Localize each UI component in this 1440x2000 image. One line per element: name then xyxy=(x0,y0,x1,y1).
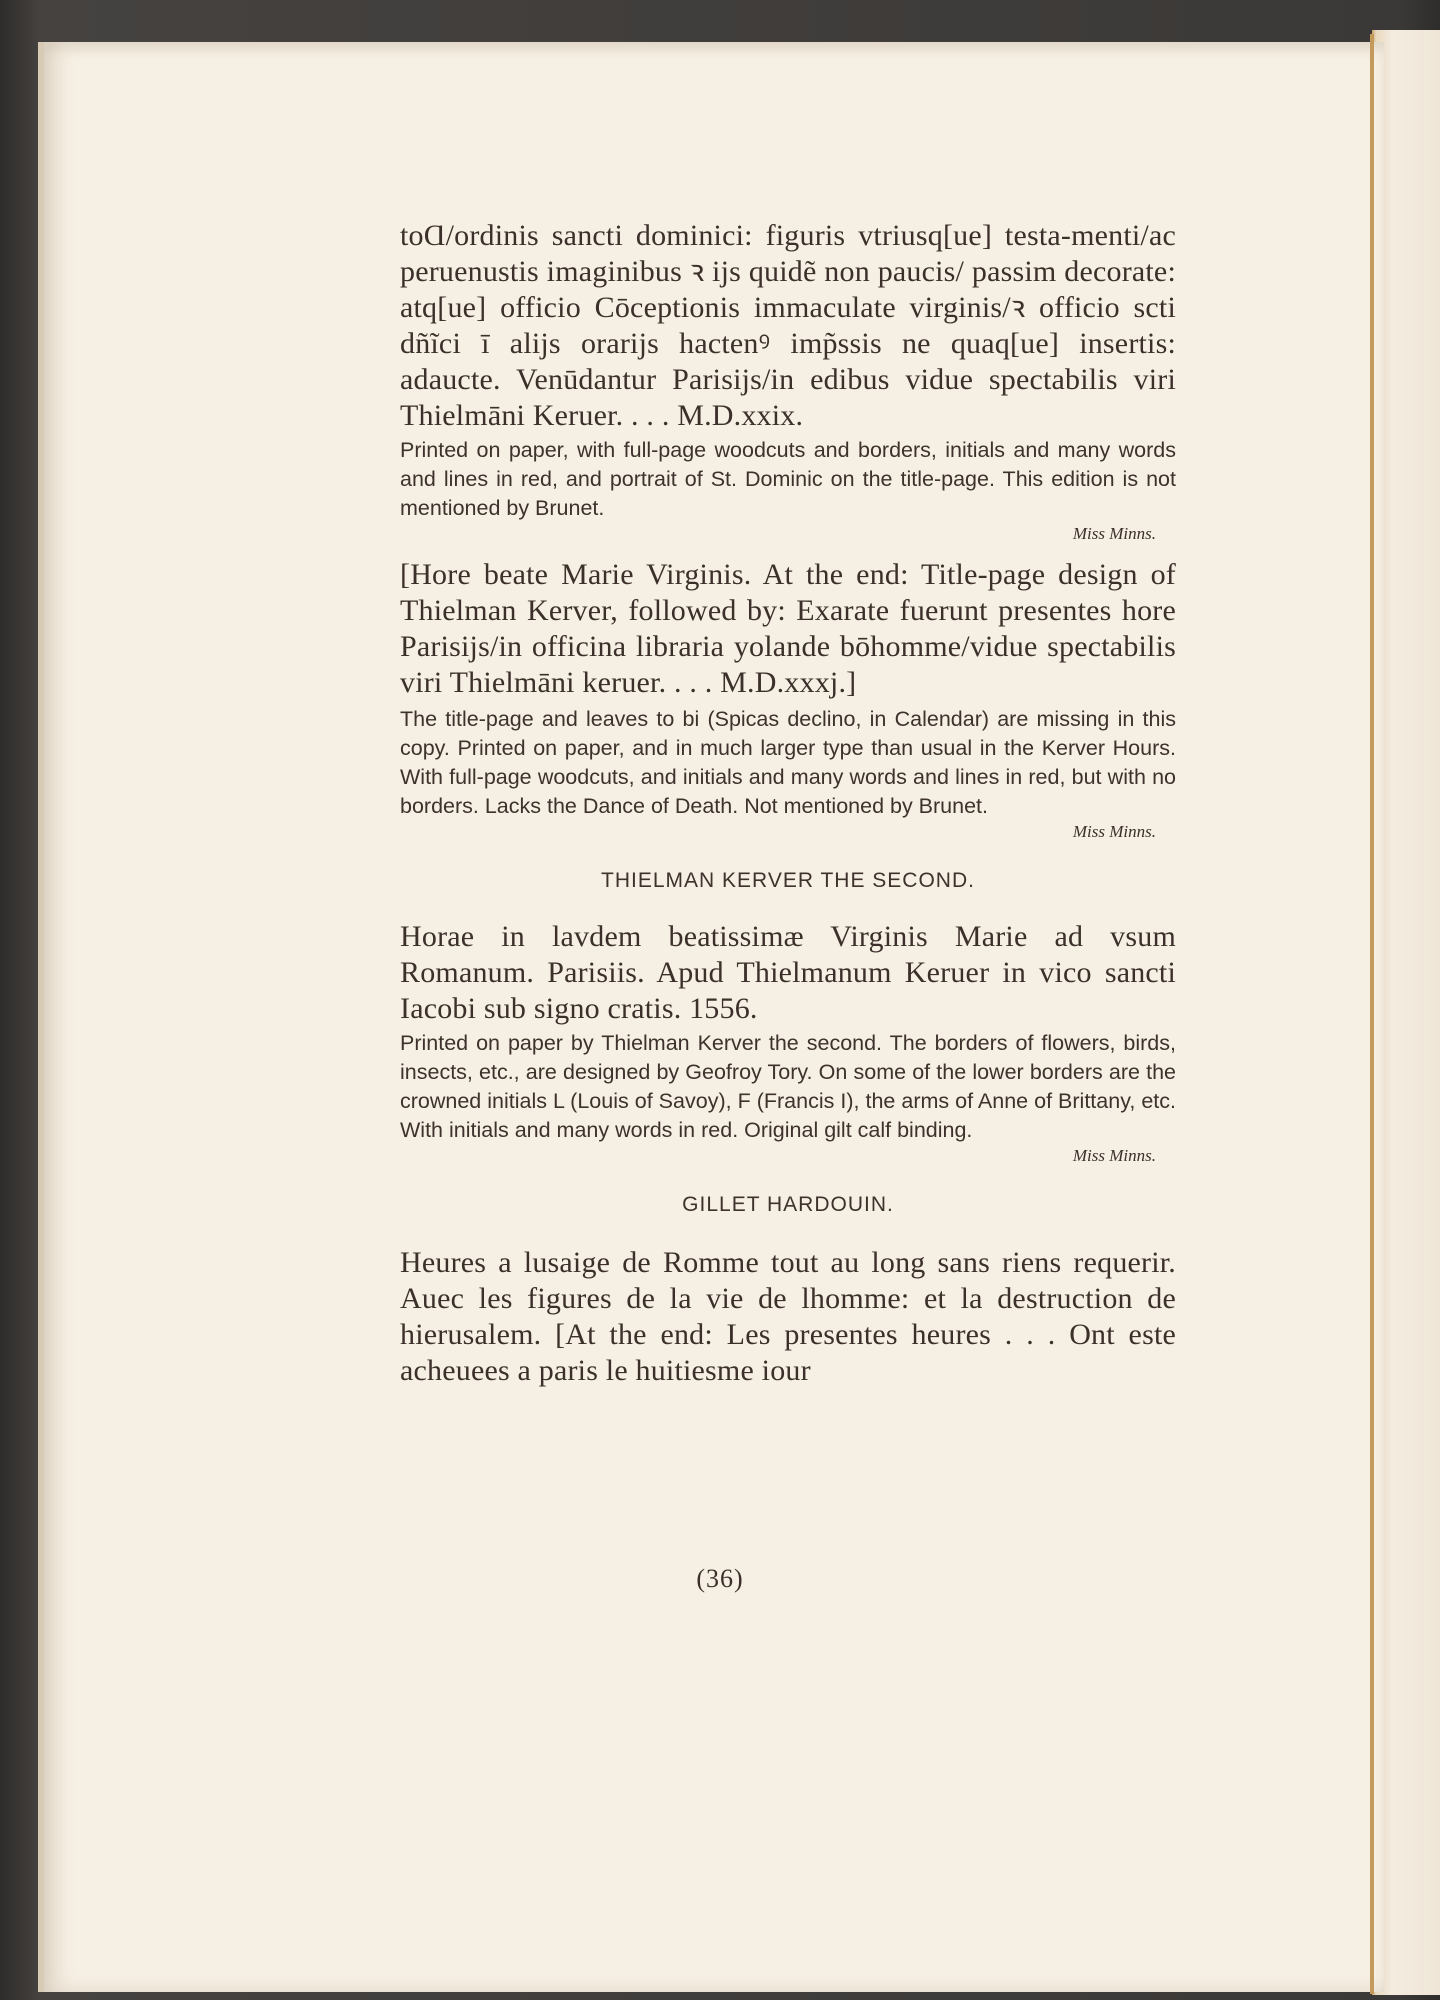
entry-3-owner: Miss Minns. xyxy=(1072,1146,1156,1165)
entry-2-owner: Miss Minns. xyxy=(1072,822,1156,841)
page-number: (36) xyxy=(696,1564,744,1593)
page-text xyxy=(400,218,1176,1389)
entry-3-title: Horae in lavdem beatissimæ Virginis Marie ad vsum Romanum. Parisiis. Apud Thielmanum Keruer in vico sancti Iacobi sub signo cratis. 1556. xyxy=(400,920,1176,1025)
entry-2-title: [Hore beate Marie Virginis. At the end: Title-page design of Thielman Kerver, followed by: Exarate fuerunt presentes hore Parisijs/in officina libraria yolande bōhomme/vidue spectabilis viri Thielmāni keruer. . . . M.D.xxxj.] xyxy=(400,558,1176,699)
section-heading-hardouin: GILLET HARDOUIN. xyxy=(682,1193,894,1216)
entry-1-owner: Miss Minns. xyxy=(1072,524,1156,543)
section-heading-kerver: THIELMAN KERVER THE SECOND. xyxy=(601,869,975,892)
entry-1-title: toⱭ/ordinis sancti dominici: figuris vtriusq[ue] testa-menti/ac peruenustis imaginibus ꝛ ijs quidẽ non paucis/ passim decorate: atq[ue] officio Cōceptionis immaculate virginis/ꝛ officio scti dñĩci ī alijs orarijs hactenꝰ imp̃ssis ne quaq[ue] insertis: adaucte. Venūdantur Parisijs/in edibus vidue spectabilis viri Thielmāni Keruer. . . . M.D.xxix. xyxy=(400,219,1176,432)
entry-4-title: Heures a lusaige de Romme tout au long sans riens requerir. Auec les figures de la vie de lhomme: et la destruction de hierusalem. [At the end: Les presentes heures . . . Ont este acheuees a paris le huitiesme iour xyxy=(400,1246,1176,1387)
entry-1-note: Printed on paper, with full-page woodcuts and borders, initials and many words and lines in red, and portrait of St. Dominic on the title-page. This edition is not mentioned by Brunet. xyxy=(400,438,1176,520)
entry-3-note: Printed on paper by Thielman Kerver the second. The borders of flowers, birds, insects, etc., are designed by Geofroy Tory. On some of the lower borders are the crowned initials L (Louis of Savoy), F (Francis I), the arms of Anne of Brittany, etc. With initials and many words in red. Original gilt calf binding. xyxy=(400,1031,1176,1142)
entry-2-note: The title-page and leaves to bi (Spicas declino, in Calendar) are missing in this copy. Printed on paper, and in much larger type than usual in the Kerver Hours. With full-page woodcuts, and initials and many words and lines in red, but with no borders. Lacks the Dance of Death. Not mentioned by Brunet. xyxy=(400,707,1176,818)
gutter xyxy=(1370,34,1374,1994)
